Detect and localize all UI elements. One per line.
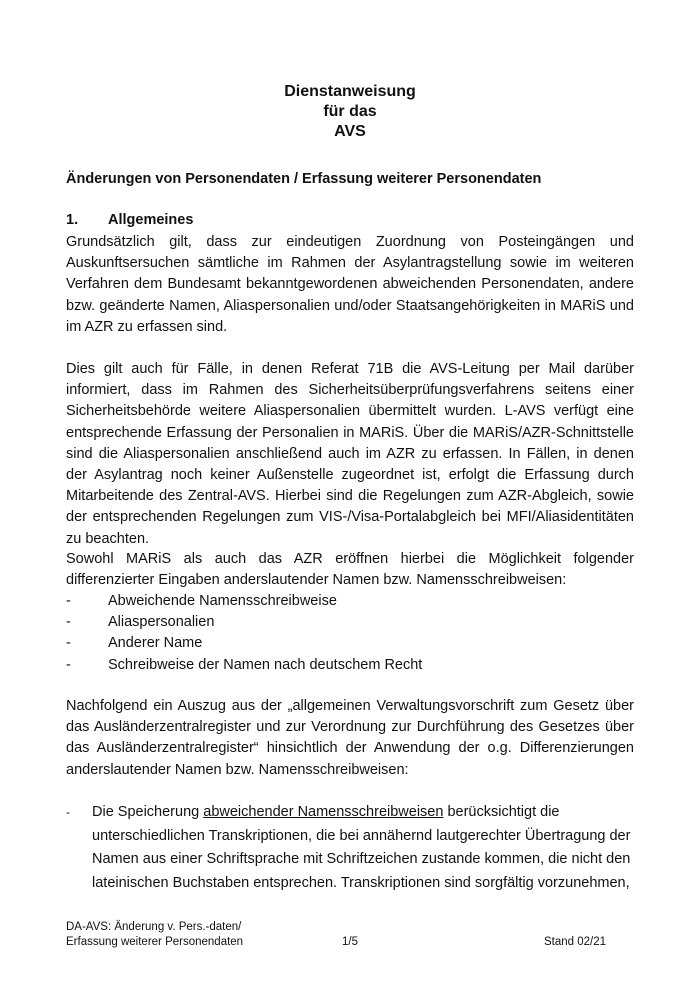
section-heading [66, 212, 193, 228]
document-title [0, 82, 700, 142]
list-item [66, 591, 634, 612]
page-footer [66, 920, 606, 950]
quote-text-rest: berücksichtigt die unterschiedlichen Transkriptionen, die bei annähernd lautgerechter Übertragung der Namen aus einer Schriftsprache mit Schriftzeichen zustande kommen, die nicht den lateinischen Buchstaben entsprechen. Transkriptionen sind sorgfältig vorzunehmen, [92, 804, 631, 891]
quote-text-start: Die Speicherung [92, 804, 204, 820]
version-stand: Stand 02/21 [543, 936, 606, 948]
title-line-3: AVS [334, 123, 366, 140]
quote-item [66, 801, 634, 895]
quote-underlined-term: abweichender Namensschreibweisen [203, 804, 444, 820]
section-title: Allgemeines [108, 212, 194, 228]
section-number: 1. [66, 212, 79, 228]
paragraph-3: Sowohl MARiS als auch das AZR eröffnen hierbei die Möglichkeit folgender differenzierter Eingaben anderslautender Namen bzw. Namensschreibweisen: [66, 551, 634, 589]
footer-line-1: DA-AVS: Änderung v. Pers.-daten/ [66, 921, 242, 933]
list-item-text: Abweichende Namensschreibweise [108, 593, 337, 609]
paragraph-2: Dies gilt auch für Fälle, in denen Referat 71B die AVS-Leitung per Mail darüber informiert, dass im Rahmen des Sicherheitsüberprüfungsverfahrens seitens einer Sicherheitsbehörde weitere Aliaspersonalien übermittelt wurden. L-AVS verfügt eine entsprechende Erfassung der Personalien in MARiS. Über die MARiS/AZR-Schnittstelle sind die Aliaspersonalien anschließend auch im AZR zu erfassen. In Fällen, in denen der Asylantrag noch keiner Außenstelle zugeordnet ist, erfolgt die Erfassung durch Mitarbeitende des Zentral-AVS. Hierbei sind die Regelungen zum AZR-Abgleich, sowie der entsprechenden Regelungen zum VIS-/Visa-Portalabgleich bei MFI/Aliasidentitäten zu beachten. [66, 361, 634, 547]
list-item [66, 655, 634, 676]
list-item [66, 633, 634, 654]
list-item-text: Schreibweise der Namen nach deutschem Recht [108, 656, 423, 673]
page-number: 1/5 [342, 936, 358, 948]
document-subtitle: Änderungen von Personendaten / Erfassung weiterer Personendaten [66, 171, 542, 187]
name-variant-list [66, 591, 634, 676]
title-line-1: Dienstanweisung [284, 83, 416, 100]
quote-dash: - [66, 805, 70, 819]
list-dash: - [66, 593, 71, 609]
list-dash: - [66, 656, 71, 673]
title-line-2: für das [323, 103, 377, 120]
footer-line-2: Erfassung weiterer Personendaten [66, 936, 244, 948]
list-dash: - [66, 635, 71, 652]
list-item-text: Aliaspersonalien [108, 614, 215, 631]
list-dash: - [66, 614, 71, 631]
list-item [66, 612, 634, 633]
list-item-text: Anderer Name [108, 635, 203, 652]
paragraph-4: Nachfolgend ein Auszug aus der „allgemeinen Verwaltungsvorschrift zum Gesetz über das Ausländerzentralregister und zur Verordnung zur Durchführung des Gesetzes über das Ausländerzentralregister“ hinsichtlich der Anwendung der o.g. Differenzierungen anderslautender Namen bzw. Namensschreibweisen: [66, 698, 634, 778]
paragraph-1: Grundsätzlich gilt, dass zur eindeutigen Zuordnung von Posteingängen und Auskunftsersuchen sämtliche im Rahmen der Asylantragstellung sowie im weiteren Verfahren dem Bundesamt bekanntgewordenen abweichenden Personendaten, andere bzw. geänderte Namen, Aliaspersonalien und/oder Staatsangehörigkeiten in MARiS und im AZR zu erfassen sind. [66, 234, 634, 335]
quote-text [92, 801, 634, 895]
